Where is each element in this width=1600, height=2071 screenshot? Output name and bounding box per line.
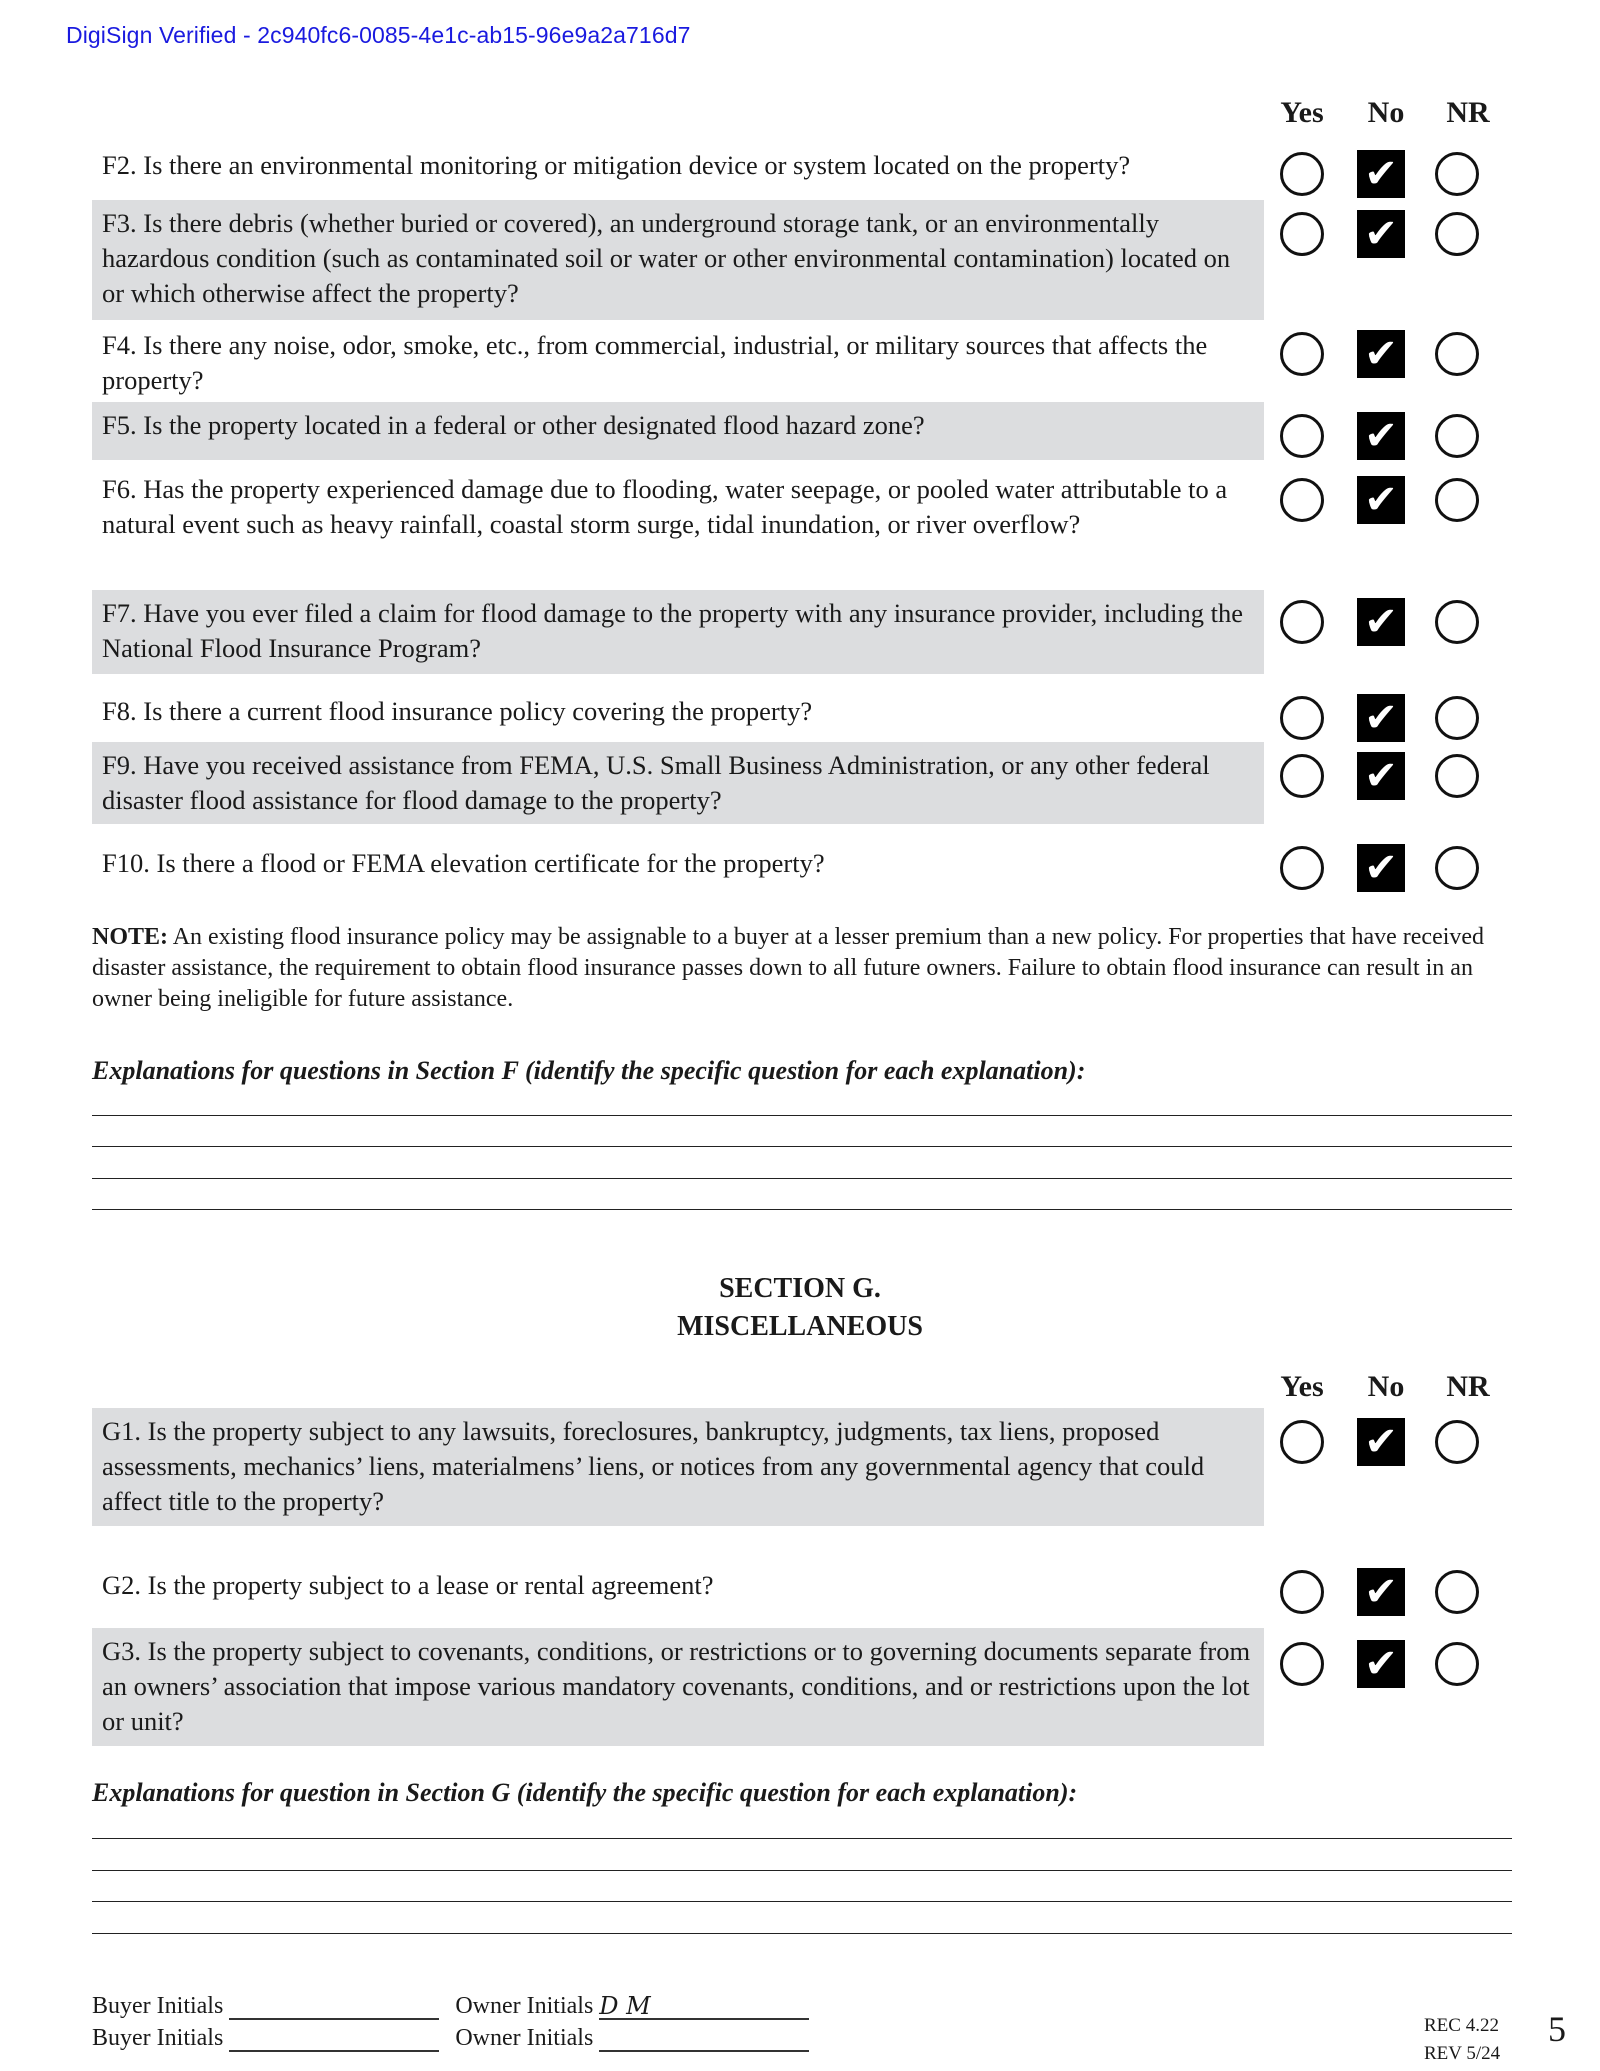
answer-options-g1 bbox=[1280, 1418, 1479, 1466]
no-checkbox-checked[interactable] bbox=[1357, 1568, 1405, 1616]
checkmark-icon: ✔ bbox=[1364, 477, 1398, 523]
nr-radio[interactable] bbox=[1435, 600, 1479, 644]
answer-column-headers bbox=[1272, 96, 1498, 130]
section-g-explanations-label: Explanations for question in Section G (identify the specific question for each explanation): bbox=[92, 1778, 1078, 1807]
question-text: G2. Is the property subject to a lease or rental agreement? bbox=[102, 1570, 714, 1600]
form-revision: REV 5/24 bbox=[1424, 2043, 1501, 2064]
nr-radio[interactable] bbox=[1435, 1642, 1479, 1686]
nr-radio[interactable] bbox=[1435, 846, 1479, 890]
question-row-f2 bbox=[92, 142, 1264, 189]
no-checkbox-checked[interactable] bbox=[1357, 694, 1405, 742]
section-g-title bbox=[0, 1270, 1600, 1346]
yes-header: Yes bbox=[1280, 1370, 1324, 1403]
section-g-explanation-line-1[interactable] bbox=[92, 1838, 1512, 1839]
answer-options-f9 bbox=[1280, 752, 1479, 800]
owner-initials-field-1[interactable]: D M bbox=[599, 1992, 809, 2020]
question-text: F4. Is there any noise, odor, smoke, etc., from commercial, industrial, or military sources that affects the property? bbox=[102, 330, 1208, 395]
yes-radio[interactable] bbox=[1280, 754, 1324, 798]
section-g-explanation-line-4[interactable] bbox=[92, 1933, 1512, 1934]
yes-radio[interactable] bbox=[1280, 1642, 1324, 1686]
checkmark-icon: ✔ bbox=[1364, 695, 1398, 741]
checkmark-icon: ✔ bbox=[1364, 753, 1398, 799]
answer-options-f2 bbox=[1280, 150, 1479, 198]
no-checkbox-checked[interactable] bbox=[1357, 476, 1405, 524]
yes-radio[interactable] bbox=[1280, 152, 1324, 196]
owner-initials-label: Owner Initials bbox=[455, 2025, 594, 2051]
question-row-f5 bbox=[92, 402, 1264, 460]
checkmark-icon: ✔ bbox=[1364, 599, 1398, 645]
answer-options-f6 bbox=[1280, 476, 1479, 524]
no-checkbox-checked[interactable] bbox=[1357, 1640, 1405, 1688]
nr-radio[interactable] bbox=[1435, 212, 1479, 256]
yes-radio[interactable] bbox=[1280, 212, 1324, 256]
no-checkbox-checked[interactable] bbox=[1357, 150, 1405, 198]
owner-initials-label: Owner Initials bbox=[455, 1993, 594, 2019]
answer-options-f4 bbox=[1280, 330, 1479, 378]
nr-radio[interactable] bbox=[1435, 1420, 1479, 1464]
flood-insurance-note bbox=[92, 922, 1502, 1015]
nr-radio[interactable] bbox=[1435, 696, 1479, 740]
question-row-f9 bbox=[92, 742, 1264, 824]
no-checkbox-checked[interactable] bbox=[1357, 1418, 1405, 1466]
no-checkbox-checked[interactable] bbox=[1357, 844, 1405, 892]
answer-options-f7 bbox=[1280, 598, 1479, 646]
yes-radio[interactable] bbox=[1280, 1570, 1324, 1614]
buyer-initials-field-1[interactable] bbox=[229, 1992, 439, 2020]
section-f-explanation-line-2[interactable] bbox=[92, 1146, 1512, 1147]
checkmark-icon: ✔ bbox=[1364, 413, 1398, 459]
question-row-f7 bbox=[92, 590, 1264, 674]
form-revision-info bbox=[1424, 2012, 1500, 2068]
initials-row-2 bbox=[92, 2024, 809, 2052]
owner-initials-field-2[interactable] bbox=[599, 2024, 809, 2052]
yes-radio[interactable] bbox=[1280, 696, 1324, 740]
initials-row-1 bbox=[92, 1992, 809, 2020]
question-row-f6 bbox=[92, 466, 1264, 548]
question-text: F10. Is there a flood or FEMA elevation certificate for the property? bbox=[102, 848, 825, 878]
nr-radio[interactable] bbox=[1435, 332, 1479, 376]
yes-radio[interactable] bbox=[1280, 332, 1324, 376]
question-row-f3 bbox=[92, 200, 1264, 320]
checkmark-icon: ✔ bbox=[1364, 151, 1398, 197]
note-label: NOTE: bbox=[92, 924, 169, 950]
section-f-explanation-line-3[interactable] bbox=[92, 1178, 1512, 1179]
no-checkbox-checked[interactable] bbox=[1357, 330, 1405, 378]
answer-options-f3 bbox=[1280, 210, 1479, 258]
question-row-f10 bbox=[92, 840, 1264, 887]
question-text: F6. Has the property experienced damage due to flooding, water seepage, or pooled water attributable to a natural event such as heavy rainfall, coastal storm surge, tidal inundation, or river overflow? bbox=[102, 474, 1228, 539]
checkmark-icon: ✔ bbox=[1364, 1419, 1398, 1465]
section-g-explanation-line-2[interactable] bbox=[92, 1870, 1512, 1871]
checkmark-icon: ✔ bbox=[1364, 331, 1398, 377]
section-f-explanation-line-1[interactable] bbox=[92, 1115, 1512, 1116]
yes-radio[interactable] bbox=[1280, 414, 1324, 458]
checkmark-icon: ✔ bbox=[1364, 211, 1398, 257]
question-row-g2 bbox=[92, 1562, 1264, 1609]
question-row-f4 bbox=[92, 322, 1264, 404]
checkmark-icon: ✔ bbox=[1364, 1569, 1398, 1615]
checkmark-icon: ✔ bbox=[1364, 845, 1398, 891]
no-checkbox-checked[interactable] bbox=[1357, 752, 1405, 800]
no-checkbox-checked[interactable] bbox=[1357, 412, 1405, 460]
no-header: No bbox=[1367, 1370, 1405, 1403]
section-g-title-line2: MISCELLANEOUS bbox=[677, 1311, 923, 1342]
section-g-explanation-line-3[interactable] bbox=[92, 1901, 1512, 1902]
no-header: No bbox=[1367, 96, 1405, 129]
buyer-initials-field-2[interactable] bbox=[229, 2024, 439, 2052]
question-text: F2. Is there an environmental monitoring or mitigation device or system located on the property? bbox=[102, 150, 1131, 180]
question-text: F8. Is there a current flood insurance policy covering the property? bbox=[102, 696, 813, 726]
note-text: An existing flood insurance policy may be assignable to a buyer at a lesser premium than a new policy. For properties that have received disaster assistance, the requirement to obtain flood insurance passes down to all future owners. Failure to obtain flood insurance can result in an owner being ineligible for future assistance. bbox=[92, 924, 1485, 1012]
answer-options-f10 bbox=[1280, 844, 1479, 892]
answer-options-g3 bbox=[1280, 1640, 1479, 1688]
section-g-title-line1: SECTION G. bbox=[719, 1273, 881, 1304]
answer-options-g2 bbox=[1280, 1568, 1479, 1616]
question-row-g1 bbox=[92, 1408, 1264, 1526]
question-text: F7. Have you ever filed a claim for flood damage to the property with any insurance provider, including the National Flood Insurance Program? bbox=[102, 598, 1244, 663]
question-text: G1. Is the property subject to any lawsuits, foreclosures, bankruptcy, judgments, tax liens, proposed assessments, mechanics’ liens, materialmens’ liens, or notices from any governmental agency that could affect title to the property? bbox=[102, 1416, 1205, 1516]
question-row-f8 bbox=[92, 688, 1264, 735]
nr-radio[interactable] bbox=[1435, 478, 1479, 522]
page-number: 5 bbox=[1548, 2009, 1566, 2049]
no-checkbox-checked[interactable] bbox=[1357, 598, 1405, 646]
question-text: F5. Is the property located in a federal or other designated flood hazard zone? bbox=[102, 410, 925, 440]
form-code: REC 4.22 bbox=[1424, 2015, 1499, 2036]
answer-options-f8 bbox=[1280, 694, 1479, 742]
nr-radio[interactable] bbox=[1435, 152, 1479, 196]
nr-radio[interactable] bbox=[1435, 1570, 1479, 1614]
question-row-g3 bbox=[92, 1628, 1264, 1746]
checkmark-icon: ✔ bbox=[1364, 1641, 1398, 1687]
yes-radio[interactable] bbox=[1280, 1420, 1324, 1464]
section-f-explanation-line-4[interactable] bbox=[92, 1209, 1512, 1210]
buyer-initials-label: Buyer Initials bbox=[92, 1993, 224, 2019]
no-checkbox-checked[interactable] bbox=[1357, 210, 1405, 258]
question-text: F3. Is there debris (whether buried or covered), an underground storage tank, or an environmentally hazardous condition (such as contaminated soil or water or other environmental contamination) located on or which otherwise affect the property? bbox=[102, 208, 1231, 308]
yes-radio[interactable] bbox=[1280, 846, 1324, 890]
nr-radio[interactable] bbox=[1435, 754, 1479, 798]
yes-radio[interactable] bbox=[1280, 600, 1324, 644]
nr-header: NR bbox=[1446, 96, 1490, 129]
answer-column-headers-g bbox=[1272, 1370, 1498, 1404]
yes-radio[interactable] bbox=[1280, 478, 1324, 522]
nr-radio[interactable] bbox=[1435, 414, 1479, 458]
nr-header: NR bbox=[1446, 1370, 1490, 1403]
yes-header: Yes bbox=[1280, 96, 1324, 129]
question-text: F9. Have you received assistance from FEMA, U.S. Small Business Administration, or any other federal disaster flood assistance for flood damage to the property? bbox=[102, 750, 1210, 815]
verification-banner: DigiSign Verified - 2c940fc6-0085-4e1c-ab15-96e9a2a716d7 bbox=[66, 22, 691, 48]
answer-options-f5 bbox=[1280, 412, 1479, 460]
question-text: G3. Is the property subject to covenants, conditions, or restrictions or to governing documents separate from an owners’ association that impose various mandatory covenants, conditions, and or restrictions upon the lot or unit? bbox=[102, 1636, 1251, 1736]
buyer-initials-label: Buyer Initials bbox=[92, 2025, 224, 2051]
section-f-explanations-label: Explanations for questions in Section F (identify the specific question for each explanation): bbox=[92, 1056, 1086, 1085]
